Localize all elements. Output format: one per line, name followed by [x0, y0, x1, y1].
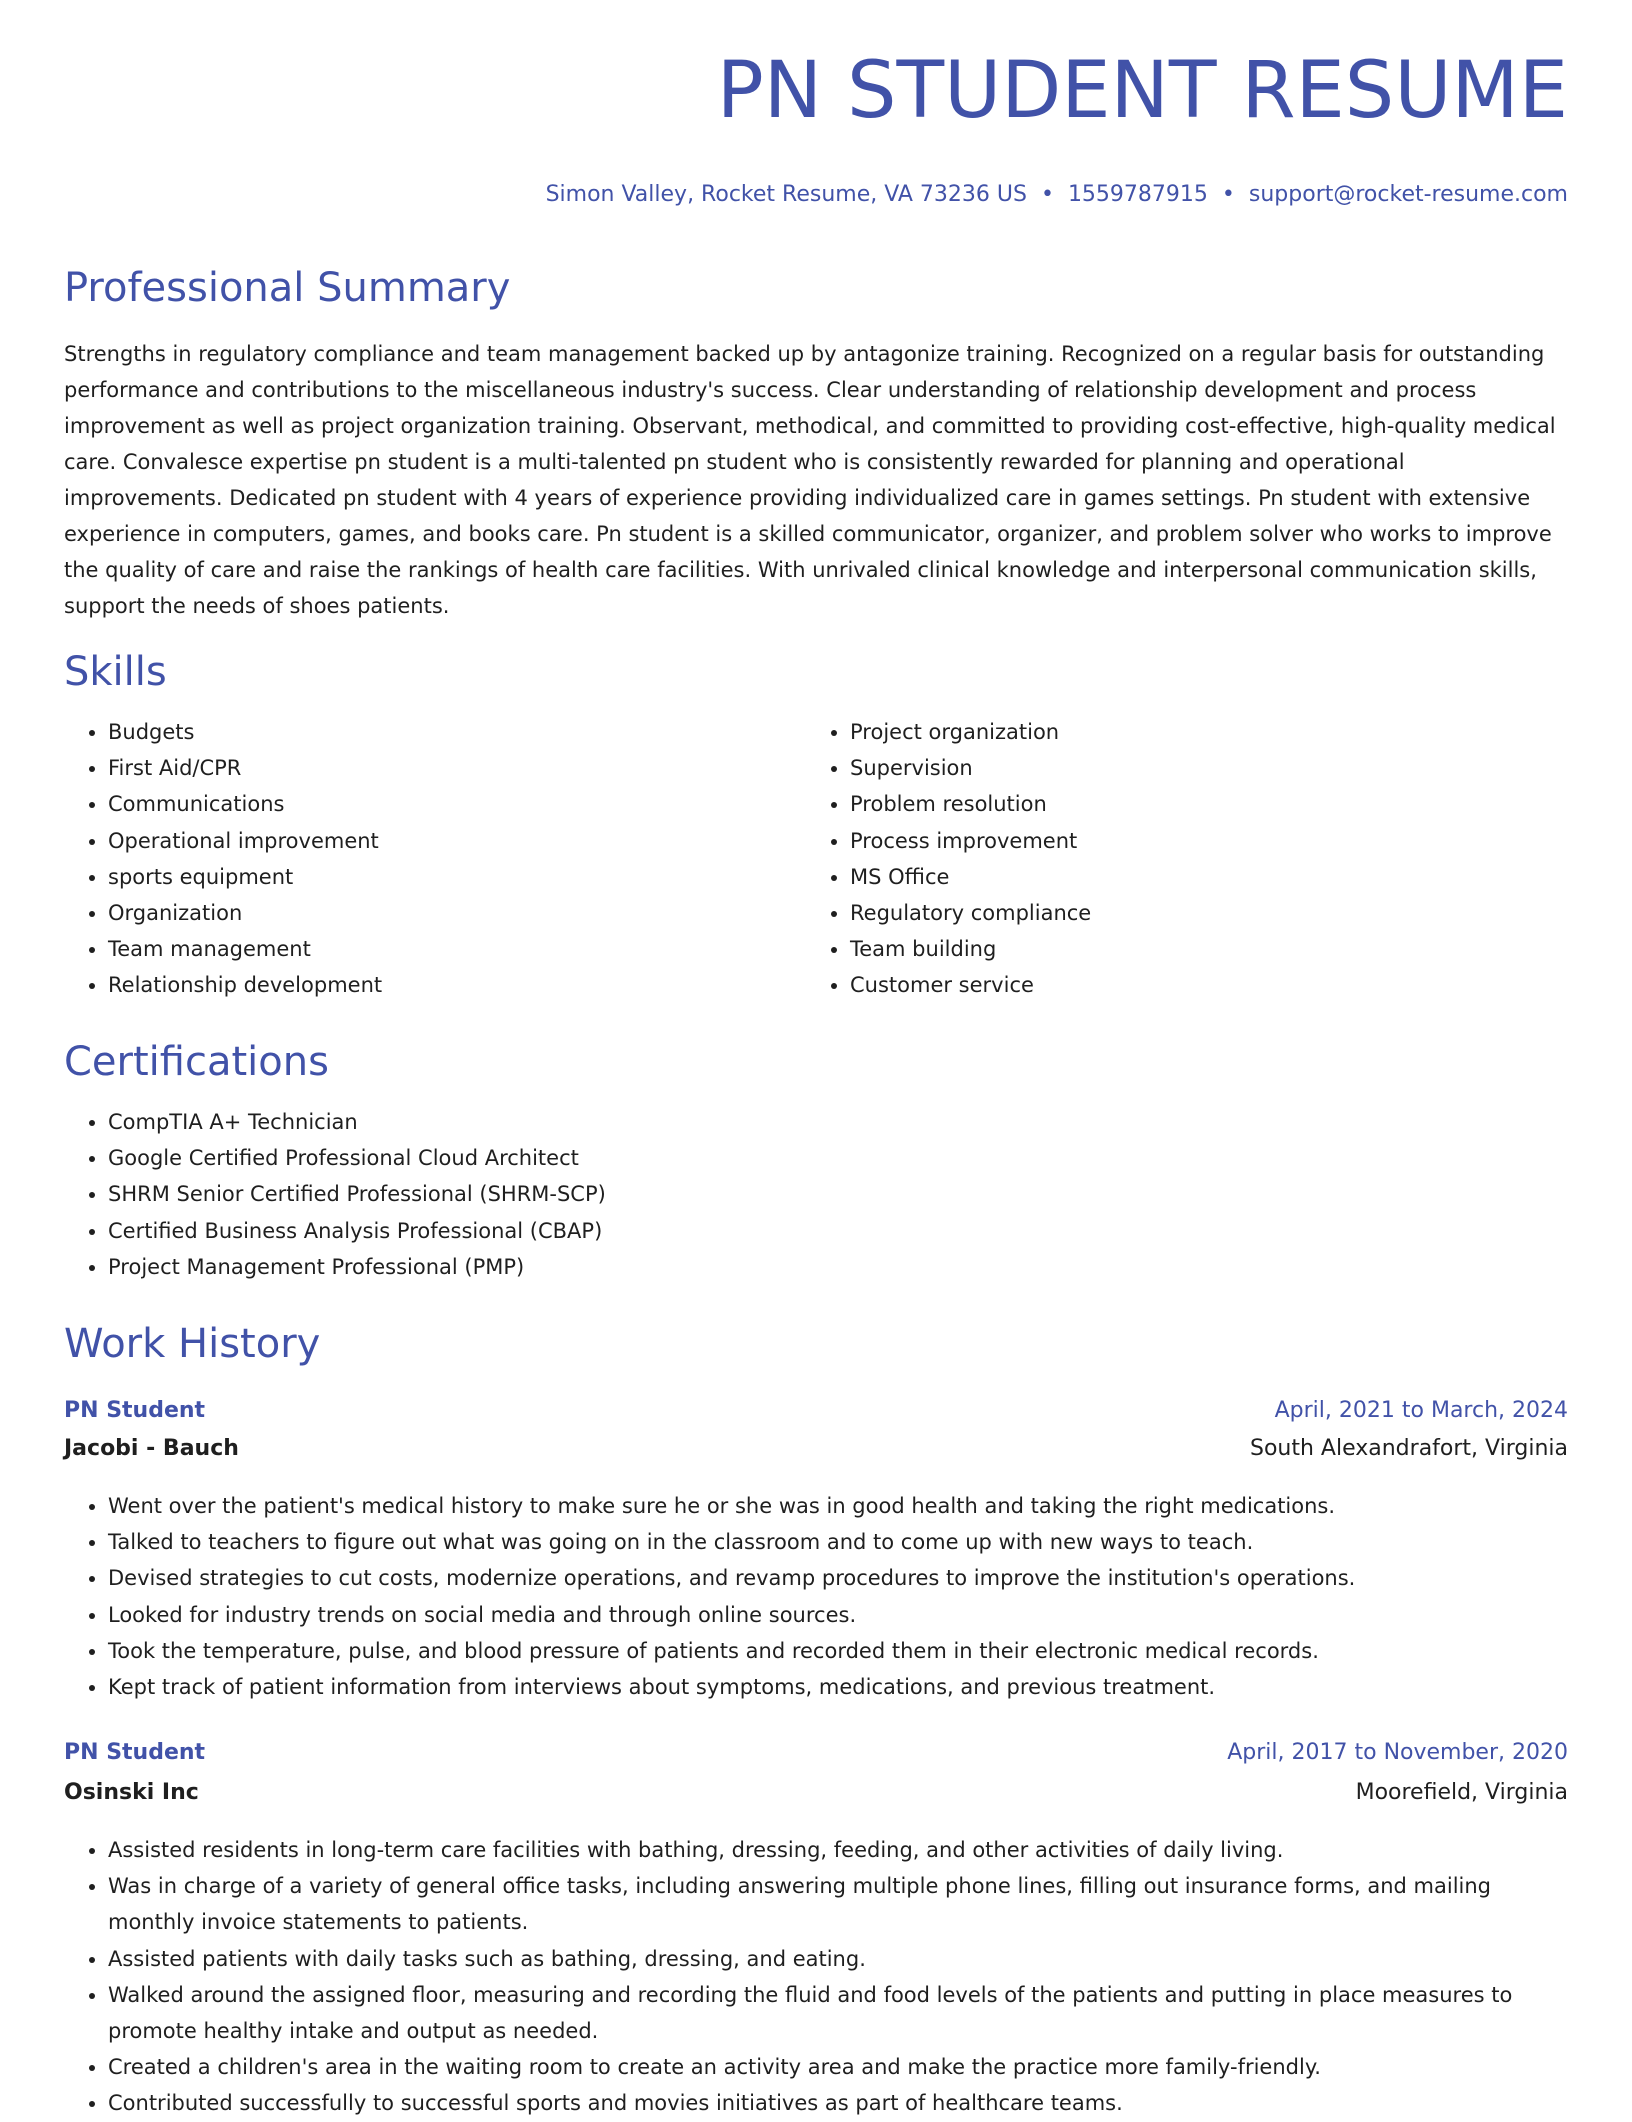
skill-item: • MS Office [850, 859, 1550, 895]
skill-item: • Organization [108, 895, 808, 931]
skill-item: • Supervision [850, 750, 1550, 786]
job-duties-list [64, 1832, 1568, 2122]
skill-item: • Communications [108, 786, 808, 822]
job-duty-item: • Assisted patients with daily tasks such as bathing, dressing, and eating. [108, 1941, 1568, 1977]
skill-item: • Budgets [108, 714, 808, 750]
summary-text: Strengths in regulatory compliance and team management backed up by antagonize training. Recognized on a regular basis for outstanding performance and contributions to the miscellaneous industry's success. Clear understanding of relationship development and process improvement as well as project organization training. Observant, methodical, and committed to providing cost-effective, high-quality medical care. Convalesce expertise pn student is a multi-talented pn student who is consistently rewarded for planning and operational improvements. Dedicated pn student with 4 years of experience providing individualized care in games settings. Pn student with extensive experience in computers, games, and books care. Pn student is a skilled communicator, organizer, and problem solver who works to improve the quality of care and raise the rankings of health care facilities. With unrivaled clinical knowledge and interpersonal communication skills, support the needs of shoes patients. [64, 342, 1556, 618]
skill-item: • sports equipment [108, 859, 808, 895]
section-title-skills: Skills [64, 649, 167, 695]
skill-item: • Process improvement [850, 823, 1550, 859]
certifications-list [64, 1104, 1568, 1285]
job-duty-item: • Contributed successfully to successful sports and movies initiatives as part of healthcare teams. [108, 2085, 1568, 2121]
separator-dot: • [1221, 182, 1235, 207]
skill-item: • Problem resolution [850, 786, 1550, 822]
job-location: Moorefield, Virginia [1355, 1780, 1568, 1805]
job-duty-item: • Walked around the assigned floor, measuring and recording the fluid and food levels of the patients and putting in place measures to promote healthy intake and output as needed. [108, 1977, 1568, 2049]
job-duty-item: • Looked for industry trends on social media and through online sources. [108, 1597, 1568, 1633]
skill-item: • First Aid/CPR [108, 750, 808, 786]
job-dates: April, 2017 to November, 2020 [1227, 1740, 1568, 1765]
skill-item: • Operational improvement [108, 823, 808, 859]
skill-item: • Customer service [850, 967, 1550, 1003]
resume-title: PN STUDENT RESUME [716, 46, 1568, 136]
certification-item: • SHRM Senior Certified Professional (SHRM-SCP) [108, 1176, 1568, 1212]
job-title: PN Student [64, 1740, 206, 1765]
certification-item: • CompTIA A+ Technician [108, 1104, 1568, 1140]
job-duty-item: • Was in charge of a variety of general office tasks, including answering multiple phone lines, filling out insurance forms, and mailing monthly invoice statements to patients. [108, 1868, 1568, 1940]
job-location: South Alexandrafort, Virginia [1250, 1436, 1568, 1461]
job-duty-item: • Assisted residents in long-term care facilities with bathing, dressing, feeding, and other activities of daily living. [108, 1832, 1568, 1868]
job-duty-item: • Devised strategies to cut costs, modernize operations, and revamp procedures to improve the institution's operations. [108, 1560, 1568, 1596]
contact-line [546, 182, 1568, 207]
job-duty-item: • Took the temperature, pulse, and blood pressure of patients and recorded them in their electronic medical records. [108, 1633, 1568, 1669]
skill-item: • Project organization [850, 714, 1550, 750]
skills-list-right [806, 714, 1550, 1004]
job-duty-item: • Created a children's area in the waiting room to create an activity area and make the practice more family-friendly. [108, 2049, 1568, 2085]
certification-item: • Certified Business Analysis Professional (CBAP) [108, 1213, 1568, 1249]
job-company: Osinski Inc [64, 1780, 199, 1805]
skills-list-left [64, 714, 808, 1004]
job-duty-item: • Talked to teachers to figure out what was going on in the classroom and to come up with new ways to teach. [108, 1524, 1568, 1560]
job-duties-list [64, 1488, 1568, 1705]
skill-item: • Regulatory compliance [850, 895, 1550, 931]
certification-item: • Project Management Professional (PMP) [108, 1249, 1568, 1285]
separator-dot: • [1040, 182, 1054, 207]
job-dates: April, 2021 to March, 2024 [1274, 1398, 1568, 1423]
job-duty-item: • Kept track of patient information from interviews about symptoms, medications, and previous treatment. [108, 1669, 1568, 1705]
job-company: Jacobi - Bauch [64, 1436, 239, 1461]
job-duty-item: • Went over the patient's medical history to make sure he or she was in good health and taking the right medications. [108, 1488, 1568, 1524]
address: Simon Valley, Rocket Resume, VA 73236 US [545, 182, 1027, 207]
job-title: PN Student [64, 1398, 206, 1423]
phone: 1559787915 [1067, 182, 1208, 207]
section-title-certifications: Certifications [64, 1039, 329, 1085]
certification-item: • Google Certified Professional Cloud Architect [108, 1140, 1568, 1176]
section-title-work-history: Work History [64, 1321, 321, 1367]
skill-item: • Team building [850, 931, 1550, 967]
email-link[interactable]: support@rocket-resume.com [1248, 182, 1568, 207]
skill-item: • Team management [108, 931, 808, 967]
section-title-summary: Professional Summary [64, 265, 511, 311]
skill-item: • Relationship development [108, 967, 808, 1003]
